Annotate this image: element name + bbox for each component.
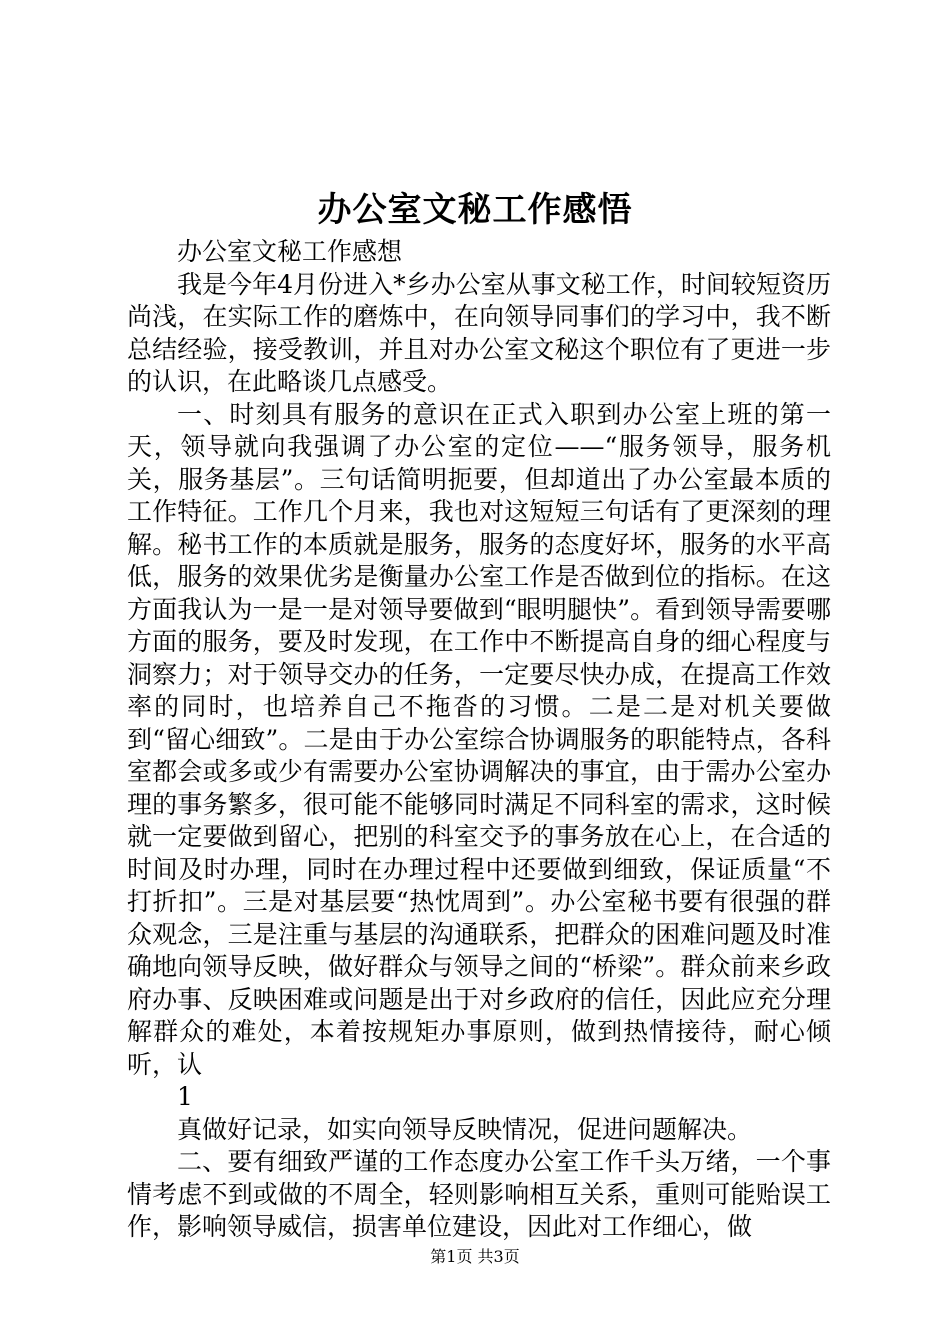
- continuation-paragraph: 真做好记录，如实向领导反映情况，促进问题解决。: [177, 1114, 753, 1144]
- page-footer: 第1页 共3页: [430, 1247, 520, 1266]
- subtitle-paragraph: 办公室文秘工作感想: [177, 237, 403, 266]
- section-one-paragraph: 一、时刻具有服务的意识在正式入职到办公室上班的第一天，领导就向我强调了办公室的定位——“服务领导，服务机关，服务基层”。三句话简明扼要，但却道出了办公室最本质的工作特征。工作几个月来，我也对这短短三句话有了更深刻的理解。秘书工作的本质就是服务，服务的态度好坏，服务的水平高低，服务的效果优劣是衡量办公室工作是否做到位的指标。在这方面我认为一是一是对领导要做到“眼明腿快”。看到领导需要哪方面的服务，要及时发现，在工作中不断提高自身的细心程度与洞察力；对于领导交办的任务，一定要尽快办成，在提高工作效率的同时，也培养自己不拖沓的习惯。二是二是对机关要做到“留心细致”。二是由于办公室综合协调服务的职能特点，各科室都会或多或少有需要办公室协调解决的事宜，由于需办公室办理的事务繁多，很可能不能够同时满足不同科室的需求，这时候就一定要做到留心，把别的科室交予的事务放在心上，在合适的时间及时办理，同时在办理过程中还要做到细致，保证质量“不打折扣”。三是对基层要“热忱周到”。办公室秘书要有很强的群众观念，三是注重与基层的沟通联系，把群众的困难问题及时准确地向领导反映，做好群众与领导之间的“桥梁”。群众前来乡政府办事、反映困难或问题是出于对乡政府的信任，因此应充分理解群众的难处，本着按规矩办事原则，做到热情接待，耐心倾听，认: [127, 399, 831, 1079]
- document-title: 办公室文秘工作感悟: [317, 190, 633, 230]
- document-body: [127, 236, 831, 1244]
- inline-page-number: 1: [177, 1082, 193, 1111]
- section-two-paragraph: 二、要有细致严谨的工作态度办公室工作千头万绪，一个事情考虑不到或做的不周全，轻则影响相互关系，重则可能贻误工作，影响领导威信，损害单位建设，因此对工作细心，做: [127, 1147, 831, 1241]
- intro-paragraph: 我是今年4月份进入*乡办公室从事文秘工作，时间较短资历尚浅，在实际工作的磨炼中，在向领导同事们的学习中，我不断总结经验，接受教训，并且对办公室文秘这个职位有了更进一步的认识，在此略谈几点感受。: [127, 269, 831, 396]
